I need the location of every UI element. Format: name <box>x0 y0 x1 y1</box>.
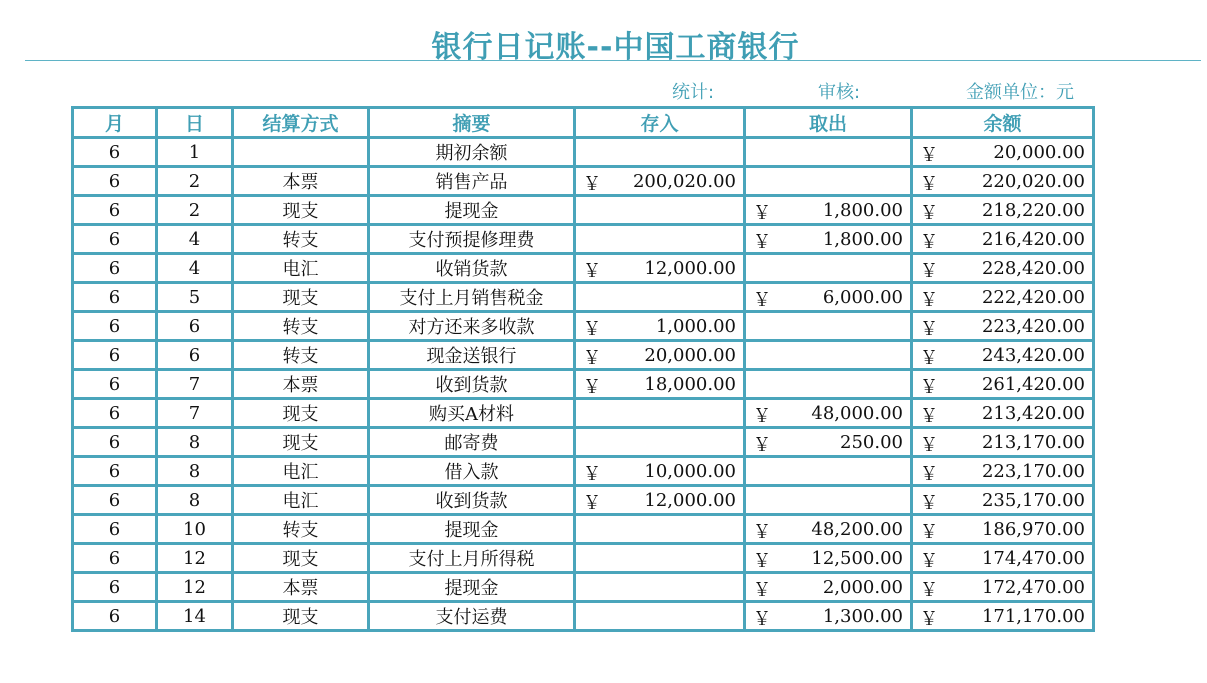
cell-month: 6 <box>73 428 157 457</box>
table-row <box>73 573 1094 602</box>
cell-method: 转支 <box>233 312 369 341</box>
currency-symbol: ￥ <box>753 232 771 253</box>
cell-deposit <box>575 225 745 254</box>
cell-day: 2 <box>157 167 233 196</box>
cell-day: 10 <box>157 515 233 544</box>
cell-day: 12 <box>157 544 233 573</box>
cell-method: 现支 <box>233 196 369 225</box>
currency-symbol: ￥ <box>920 145 938 166</box>
cell-balance <box>912 138 1094 167</box>
cell-balance <box>912 428 1094 457</box>
amount-value: 174,470.00 <box>981 547 1085 569</box>
amount-value: 223,170.00 <box>981 460 1085 482</box>
amount-value: 220,020.00 <box>981 170 1085 192</box>
cell-month: 6 <box>73 544 157 573</box>
cell-day: 1 <box>157 138 233 167</box>
cell-method: 转支 <box>233 515 369 544</box>
table-row <box>73 341 1094 370</box>
cell-month: 6 <box>73 602 157 631</box>
currency-symbol: ￥ <box>920 406 938 427</box>
table-row <box>73 225 1094 254</box>
cell-balance <box>912 225 1094 254</box>
currency-symbol: ￥ <box>583 377 601 398</box>
cell-day: 8 <box>157 457 233 486</box>
cell-deposit <box>575 602 745 631</box>
cell-summary: 销售产品 <box>369 167 575 196</box>
cell-day: 7 <box>157 399 233 428</box>
cell-deposit <box>575 196 745 225</box>
amount-value: 20,000.00 <box>644 344 736 366</box>
table-row <box>73 602 1094 631</box>
cell-summary: 收到货款 <box>369 486 575 515</box>
cell-deposit <box>575 544 745 573</box>
audit-label: 审核: <box>818 82 861 103</box>
col-header-month: 月 <box>73 108 157 138</box>
cell-month: 6 <box>73 486 157 515</box>
currency-symbol: ￥ <box>753 203 771 224</box>
cell-withdraw <box>745 254 912 283</box>
cell-day: 4 <box>157 225 233 254</box>
cell-month: 6 <box>73 138 157 167</box>
cell-day: 8 <box>157 486 233 515</box>
cell-withdraw <box>745 428 912 457</box>
cell-deposit <box>575 283 745 312</box>
amount-value: 10,000.00 <box>644 460 736 482</box>
cell-method: 现支 <box>233 399 369 428</box>
cell-balance <box>912 254 1094 283</box>
table-row <box>73 312 1094 341</box>
amount-value: 6,000.00 <box>822 286 903 308</box>
currency-symbol: ￥ <box>920 174 938 195</box>
cell-method: 现支 <box>233 602 369 631</box>
amount-value: 12,500.00 <box>811 547 903 569</box>
table-row <box>73 167 1094 196</box>
header-row <box>73 108 1094 138</box>
cell-deposit <box>575 486 745 515</box>
cell-summary: 对方还来多收款 <box>369 312 575 341</box>
cell-day: 5 <box>157 283 233 312</box>
cell-month: 6 <box>73 370 157 399</box>
cell-withdraw <box>745 312 912 341</box>
amount-value: 200,020.00 <box>632 170 736 192</box>
amount-value: 1,800.00 <box>822 199 903 221</box>
amount-value: 250.00 <box>840 431 903 453</box>
cell-summary: 支付上月所得税 <box>369 544 575 573</box>
cell-method: 本票 <box>233 167 369 196</box>
cell-balance <box>912 312 1094 341</box>
amount-value: 243,420.00 <box>981 344 1085 366</box>
amount-value: 172,470.00 <box>981 576 1085 598</box>
currency-symbol: ￥ <box>920 319 938 340</box>
currency-symbol: ￥ <box>583 493 601 514</box>
col-header-day: 日 <box>157 108 233 138</box>
cell-method: 现支 <box>233 283 369 312</box>
amount-value: 228,420.00 <box>981 257 1085 279</box>
cell-balance <box>912 602 1094 631</box>
cell-month: 6 <box>73 254 157 283</box>
table-row <box>73 428 1094 457</box>
amount-value: 48,000.00 <box>811 402 903 424</box>
table-row <box>73 196 1094 225</box>
currency-symbol: ￥ <box>920 580 938 601</box>
currency-symbol: ￥ <box>753 522 771 543</box>
cell-day: 4 <box>157 254 233 283</box>
amount-value: 12,000.00 <box>644 257 736 279</box>
cell-summary: 支付预提修理费 <box>369 225 575 254</box>
amount-value: 213,170.00 <box>981 431 1085 453</box>
currency-symbol: ￥ <box>920 261 938 282</box>
currency-symbol: ￥ <box>583 261 601 282</box>
cell-day: 8 <box>157 428 233 457</box>
amount-value: 1,000.00 <box>655 315 736 337</box>
cell-day: 6 <box>157 312 233 341</box>
amount-value: 216,420.00 <box>981 228 1085 250</box>
cell-month: 6 <box>73 283 157 312</box>
cell-summary: 提现金 <box>369 196 575 225</box>
cell-balance <box>912 283 1094 312</box>
cell-deposit <box>575 254 745 283</box>
currency-symbol: ￥ <box>920 493 938 514</box>
amount-value: 235,170.00 <box>981 489 1085 511</box>
cell-deposit <box>575 515 745 544</box>
cell-withdraw <box>745 515 912 544</box>
title-divider <box>25 60 1201 61</box>
currency-symbol: ￥ <box>753 406 771 427</box>
cell-deposit <box>575 138 745 167</box>
cell-withdraw <box>745 544 912 573</box>
currency-symbol: ￥ <box>583 348 601 369</box>
currency-symbol: ￥ <box>583 174 601 195</box>
currency-symbol: ￥ <box>920 348 938 369</box>
table-row <box>73 254 1094 283</box>
currency-symbol: ￥ <box>920 290 938 311</box>
cell-withdraw <box>745 399 912 428</box>
cell-summary: 提现金 <box>369 515 575 544</box>
cell-month: 6 <box>73 515 157 544</box>
table-row <box>73 457 1094 486</box>
cell-balance <box>912 341 1094 370</box>
cell-balance <box>912 486 1094 515</box>
amount-value: 223,420.00 <box>981 315 1085 337</box>
currency-symbol: ￥ <box>753 290 771 311</box>
currency-symbol: ￥ <box>920 203 938 224</box>
cell-balance <box>912 573 1094 602</box>
cell-deposit <box>575 312 745 341</box>
cell-deposit <box>575 573 745 602</box>
cell-method: 电汇 <box>233 254 369 283</box>
currency-symbol: ￥ <box>920 377 938 398</box>
currency-symbol: ￥ <box>920 609 938 630</box>
cell-withdraw <box>745 486 912 515</box>
amount-value: 18,000.00 <box>644 373 736 395</box>
page-title: 银行日记账--中国工商银行 <box>431 30 800 65</box>
cell-summary: 支付上月销售税金 <box>369 283 575 312</box>
cell-summary: 邮寄费 <box>369 428 575 457</box>
amount-value: 218,220.00 <box>981 199 1085 221</box>
currency-symbol: ￥ <box>920 522 938 543</box>
stat-label: 统计: <box>672 82 715 103</box>
col-header-withdraw: 取出 <box>745 108 912 138</box>
currency-symbol: ￥ <box>753 609 771 630</box>
amount-value: 20,000.00 <box>993 141 1085 163</box>
amount-value: 48,200.00 <box>811 518 903 540</box>
ledger-table <box>71 106 1095 632</box>
cell-summary: 收到货款 <box>369 370 575 399</box>
cell-day: 6 <box>157 341 233 370</box>
cell-deposit <box>575 399 745 428</box>
cell-method: 转支 <box>233 225 369 254</box>
cell-withdraw <box>745 457 912 486</box>
cell-month: 6 <box>73 225 157 254</box>
amount-value: 213,420.00 <box>981 402 1085 424</box>
cell-method <box>233 138 369 167</box>
cell-day: 14 <box>157 602 233 631</box>
cell-withdraw <box>745 370 912 399</box>
cell-withdraw <box>745 602 912 631</box>
cell-method: 转支 <box>233 341 369 370</box>
cell-method: 本票 <box>233 573 369 602</box>
cell-withdraw <box>745 573 912 602</box>
table-row <box>73 283 1094 312</box>
cell-summary: 借入款 <box>369 457 575 486</box>
cell-withdraw <box>745 283 912 312</box>
table-row <box>73 138 1094 167</box>
cell-balance <box>912 544 1094 573</box>
cell-deposit <box>575 370 745 399</box>
table-row <box>73 399 1094 428</box>
cell-summary: 现金送银行 <box>369 341 575 370</box>
amount-value: 12,000.00 <box>644 489 736 511</box>
cell-method: 现支 <box>233 544 369 573</box>
table-row <box>73 515 1094 544</box>
currency-symbol: ￥ <box>920 435 938 456</box>
cell-withdraw <box>745 138 912 167</box>
cell-day: 7 <box>157 370 233 399</box>
cell-method: 电汇 <box>233 486 369 515</box>
cell-month: 6 <box>73 312 157 341</box>
cell-summary: 购买A材料 <box>369 399 575 428</box>
cell-method: 本票 <box>233 370 369 399</box>
col-header-balance: 余额 <box>912 108 1094 138</box>
amount-value: 1,300.00 <box>822 605 903 627</box>
amount-value: 1,800.00 <box>822 228 903 250</box>
cell-month: 6 <box>73 167 157 196</box>
cell-deposit <box>575 457 745 486</box>
cell-balance <box>912 399 1094 428</box>
amount-value: 261,420.00 <box>981 373 1085 395</box>
currency-symbol: ￥ <box>753 551 771 572</box>
cell-method: 电汇 <box>233 457 369 486</box>
cell-day: 2 <box>157 196 233 225</box>
table-row <box>73 544 1094 573</box>
cell-summary: 收销货款 <box>369 254 575 283</box>
cell-balance <box>912 457 1094 486</box>
currency-symbol: ￥ <box>583 319 601 340</box>
cell-method: 现支 <box>233 428 369 457</box>
cell-summary: 提现金 <box>369 573 575 602</box>
currency-symbol: ￥ <box>753 435 771 456</box>
cell-withdraw <box>745 341 912 370</box>
table-row <box>73 370 1094 399</box>
amount-value: 222,420.00 <box>981 286 1085 308</box>
cell-deposit <box>575 341 745 370</box>
cell-withdraw <box>745 225 912 254</box>
cell-summary: 支付运费 <box>369 602 575 631</box>
amount-value: 186,970.00 <box>981 518 1085 540</box>
cell-month: 6 <box>73 573 157 602</box>
cell-withdraw <box>745 196 912 225</box>
cell-month: 6 <box>73 399 157 428</box>
currency-symbol: ￥ <box>753 580 771 601</box>
cell-withdraw <box>745 167 912 196</box>
cell-deposit <box>575 428 745 457</box>
currency-symbol: ￥ <box>920 551 938 572</box>
col-header-deposit: 存入 <box>575 108 745 138</box>
amount-value: 171,170.00 <box>981 605 1085 627</box>
cell-balance <box>912 515 1094 544</box>
unit-label: 金额单位：元 <box>966 82 1074 103</box>
col-header-summary: 摘要 <box>369 108 575 138</box>
table-row <box>73 486 1094 515</box>
currency-symbol: ￥ <box>920 232 938 253</box>
currency-symbol: ￥ <box>920 464 938 485</box>
amount-value: 2,000.00 <box>822 576 903 598</box>
cell-summary: 期初余额 <box>369 138 575 167</box>
cell-balance <box>912 167 1094 196</box>
cell-month: 6 <box>73 457 157 486</box>
col-header-method: 结算方式 <box>233 108 369 138</box>
currency-symbol: ￥ <box>583 464 601 485</box>
cell-month: 6 <box>73 341 157 370</box>
cell-month: 6 <box>73 196 157 225</box>
cell-day: 12 <box>157 573 233 602</box>
cell-balance <box>912 370 1094 399</box>
cell-balance <box>912 196 1094 225</box>
cell-deposit <box>575 167 745 196</box>
